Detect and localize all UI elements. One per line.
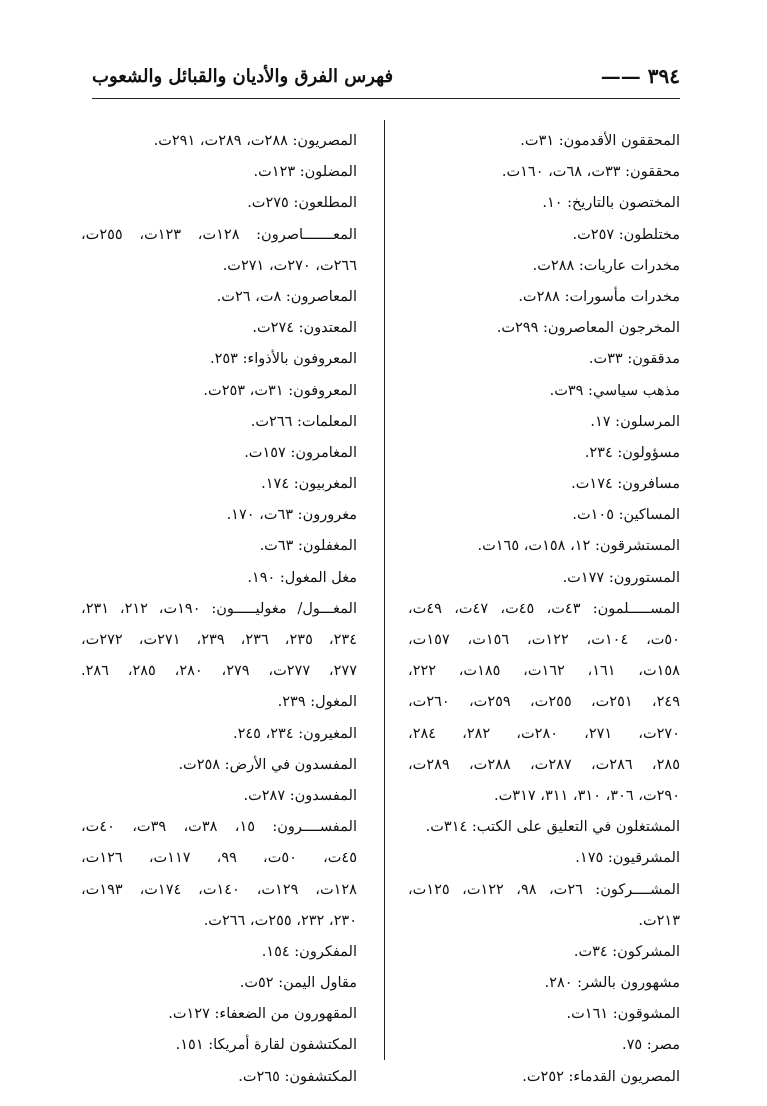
index-line: مسافرون: ١٧٤ت. — [571, 476, 680, 493]
index-line: مشهورون بالشر: ٢٨٠. — [544, 975, 680, 992]
index-line: المعاصرون: ٨ت، ٢٦ت. — [216, 288, 357, 305]
index-line: مقاول اليمن: ٥٢ت. — [239, 975, 357, 992]
index-line: المعلمات: ٢٦٦ت. — [250, 413, 357, 430]
index-line: ٢٤٩، ٢٥١ت، ٢٥٥ت، ٢٥٩ت، ٢٦٠ت، — [408, 694, 680, 711]
index-line: المشركون: ٣٤ت. — [573, 943, 680, 960]
index-line: ٢٣٠، ٢٣٢، ٢٥٥ت، ٢٦٦ت. — [203, 912, 357, 929]
index-line: المرسلون: ١٧. — [590, 413, 680, 430]
index-line: المفسدون: ٢٨٧ت. — [243, 787, 357, 804]
index-line: ٢٧٠ت، ٢٧١، ٢٨٠ت، ٢٨٢، ٢٨٤، — [408, 725, 680, 742]
index-line: المكتشفون: ٢٦٥ت. — [238, 1068, 357, 1085]
index-line: ٢١٣ت. — [638, 912, 680, 929]
index-line: المصريون القدماء: ٢٥٢ت. — [522, 1068, 680, 1085]
header-rule — [92, 98, 680, 99]
index-line: المشرقيون: ١٧٥. — [575, 850, 680, 867]
index-line: المفكرون: ١٥٤. — [261, 943, 357, 960]
page-number: ٣٩٤ —— — [600, 64, 680, 88]
column-divider — [384, 120, 385, 1060]
index-column-left — [81, 126, 357, 1085]
index-line: ٢٣٤، ٢٣٥، ٢٣٦، ٢٣٩، ٢٧١ت، ٢٧٢ت، — [81, 632, 357, 648]
index-line: المشتغلون في التعليق على الكتب: ٣١٤ت. — [425, 819, 680, 836]
index-line: المعـــــــاصرون: ١٢٨ت، ١٢٣ت، ٢٥٥ت، — [81, 226, 357, 243]
page-number-value: ٣٩٤ — [647, 64, 680, 88]
index-line: المكتشفون لقارة أمريكا: ١٥١. — [175, 1037, 357, 1054]
index-line: المحققون الأقدمون: ٣١ت. — [520, 133, 680, 149]
index-line: مسؤولون: ٢٣٤. — [584, 444, 680, 461]
index-line: المساكين: ١٠٥ت. — [572, 507, 680, 524]
index-line: مذهب سياسي: ٣٩ت. — [549, 382, 680, 399]
index-line: ٢٦٦ت، ٢٧٠ت، ٢٧١ت. — [222, 257, 357, 274]
index-line: ١٢٨ت، ١٢٩ت، ١٤٠ت، ١٧٤ت، ١٩٣ت، — [81, 881, 357, 898]
index-line: مغرورون: ٦٣ت، ١٧٠. — [226, 507, 357, 524]
page-header — [92, 62, 680, 102]
index-line: المفسدون في الأرض: ٢٥٨ت. — [178, 756, 357, 773]
index-line: المقهورون من الضعفاء: ١٢٧ت. — [168, 1006, 357, 1023]
index-line: ١٥٨ت، ١٦١، ١٦٢ت، ١٨٥ت، ٢٢٢، — [408, 663, 680, 680]
index-line: المشوقون: ١٦١ت. — [566, 1006, 680, 1023]
index-line: المعروفون: ٣١ت، ٢٥٣ت. — [203, 382, 357, 399]
index-line: مغل المغول: ١٩٠. — [247, 569, 357, 586]
index-line: المغفلون: ٦٣ت. — [259, 538, 357, 555]
index-line: المختصون بالتاريخ: ١٠. — [542, 195, 680, 212]
index-line: المغيرون: ٢٣٤، ٢٤٥. — [232, 725, 357, 742]
index-line: المغامرون: ١٥٧ت. — [244, 444, 357, 461]
index-line: مختلطون: ٢٥٧ت. — [572, 226, 680, 243]
index-line: ٤٥ت، ٥٠ت، ٩٩، ١١٧ت، ١٢٦ت، — [81, 850, 357, 867]
index-line: ٢٩٠ت، ٣٠٦، ٣١٠، ٣١١، ٣١٧ت. — [494, 787, 680, 804]
index-line: مدققون: ٣٣ت. — [588, 351, 680, 368]
index-line: المستشرقون: ١٢، ١٥٨ت، ١٦٥ت. — [477, 538, 680, 555]
index-line: المشــــركون: ٢٦ت، ٩٨، ١٢٢ت، ١٢٥ت، — [408, 881, 680, 898]
index-column-right — [408, 126, 680, 1085]
index-line: المغـــول/ مغوليـــــون: ١٩٠ت، ٢١٢، ٢٣١، — [81, 600, 357, 617]
index-line: المستورون: ١٧٧ت. — [562, 569, 680, 586]
index-line: المعروفون بالأذواء: ٢٥٣. — [209, 351, 357, 368]
index-line: المفســــرون: ١٥، ٣٨ت، ٣٩ت، ٤٠ت، — [81, 819, 357, 836]
index-line: المطلعون: ٢٧٥ت. — [247, 195, 357, 212]
index-line: مخدرات عاريات: ٢٨٨ت. — [532, 257, 680, 274]
index-line: مخدرات مأسورات: ٢٨٨ت. — [518, 288, 680, 305]
index-line: ٥٠ت، ١٠٤ت، ١٢٢ت، ١٥٦ت، ١٥٧ت، — [408, 632, 680, 648]
index-line: المخرجون المعاصرون: ٢٩٩ت. — [496, 320, 680, 337]
index-line: المصريون: ٢٨٨ت، ٢٨٩ت، ٢٩١ت. — [153, 133, 357, 149]
index-line: ٢٧٧، ٢٧٧ت، ٢٧٩، ٢٨٠، ٢٨٥، ٢٨٦. — [81, 663, 357, 680]
running-title: فهرس الفرق والأديان والقبائل والشعوب — [92, 66, 394, 87]
index-line: ٢٨٥، ٢٨٦ت، ٢٨٧ت، ٢٨٨ت، ٢٨٩ت، — [408, 756, 680, 773]
index-line: المغول: ٢٣٩. — [277, 694, 357, 711]
index-line: المعتدون: ٢٧٤ت. — [252, 320, 357, 337]
index-line: المســـــلمون: ٤٣ت، ٤٥ت، ٤٧ت، ٤٩ت، — [408, 600, 680, 617]
index-line: المغربيون: ١٧٤. — [261, 476, 357, 493]
index-line: مصر: ٧٥. — [621, 1037, 680, 1054]
index-line: محققون: ٣٣ت، ٦٨ت، ١٦٠ت. — [501, 164, 680, 181]
index-line: المضلون: ١٢٣ت. — [253, 164, 357, 181]
